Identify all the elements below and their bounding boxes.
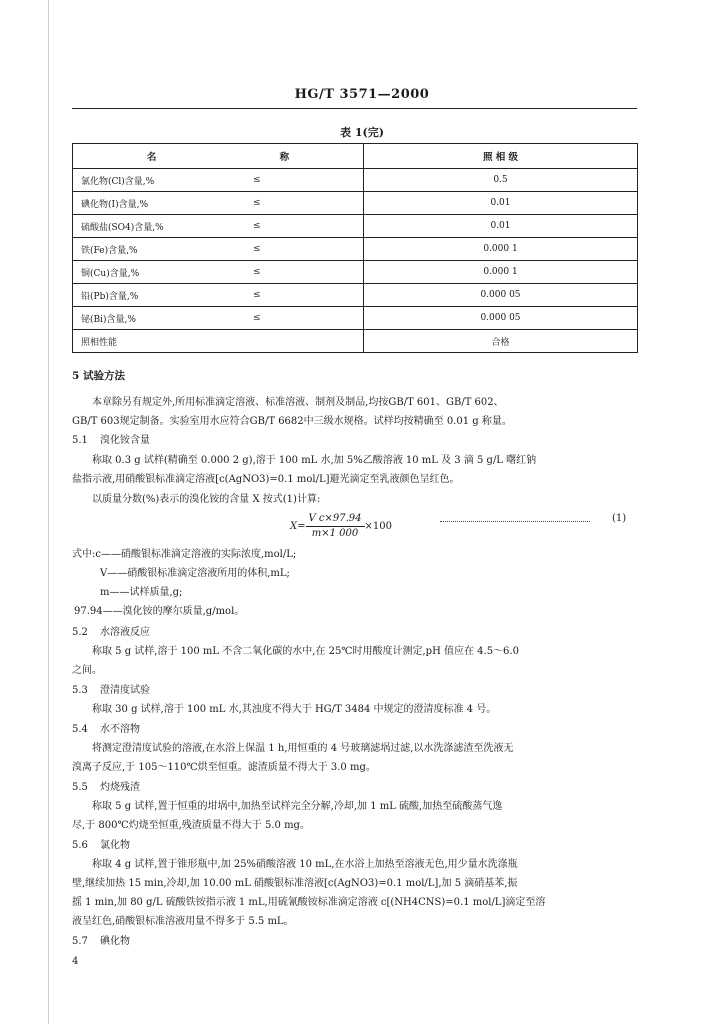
- table-row: [73, 284, 638, 307]
- row-name: 铁(Fe)含量,%: [73, 238, 254, 261]
- table-row: [73, 238, 638, 261]
- row-op: ≤: [253, 284, 364, 307]
- section-5-para-line-1: 本章除另有规定外,所用标准滴定溶液、标准溶液、制剂及制品,均按GB/T 601、GB/T 602、: [92, 397, 504, 408]
- section-title: 水溶液反应: [100, 627, 150, 638]
- formula-denominator: m×1 000: [311, 528, 359, 539]
- section-title: 澄清度试验: [100, 685, 150, 696]
- formula-1: [290, 512, 392, 541]
- formula-numerator: V c×97.94: [306, 512, 365, 527]
- formula-tail: ×100: [364, 521, 392, 532]
- standard-header: HG/T 3571—2000: [294, 87, 430, 102]
- section-5-5-heading: [72, 779, 140, 797]
- section-title: 溴化铵含量: [100, 435, 150, 446]
- header-rule: [72, 108, 637, 109]
- table-caption: 表 1(完): [340, 126, 384, 139]
- variable-v: V——硝酸银标准滴定溶液所用的体积,mL;: [100, 568, 290, 579]
- section-5-6-line-1: 称取 4 g 试样,置于锥形瓶中,加 25%硝酸溶液 10 mL,在水浴上加热至溶液无色,用少量水洗涤瓶: [92, 859, 518, 870]
- section-number: 5.5: [72, 782, 88, 793]
- row-value: 0.01: [364, 192, 638, 215]
- formula-fraction: [306, 512, 365, 541]
- formula-lhs: X=: [290, 521, 306, 532]
- formula-number: (1): [612, 513, 627, 524]
- section-5-4-heading: [72, 721, 140, 739]
- section-5-6-heading: [72, 837, 130, 855]
- section-5-6-line-4: 液呈红色,硝酸银标准溶液用量不得多于 5.5 mL。: [72, 916, 294, 927]
- row-value: 0.000 05: [364, 307, 638, 330]
- header-grade: 照 相 级: [364, 144, 638, 169]
- row-name: 铅(Pb)含量,%: [73, 284, 254, 307]
- table-row: [73, 215, 638, 238]
- row-op: ≤: [253, 307, 364, 330]
- page-number: 4: [72, 956, 79, 967]
- section-5-1-line-3: 以质量分数(%)表示的溴化铵的含量 X 按式(1)计算:: [92, 494, 321, 505]
- section-number: 5.7: [72, 936, 88, 947]
- section-number: 5.6: [72, 840, 88, 851]
- row-op: ≤: [253, 215, 364, 238]
- section-number: 5.3: [72, 685, 88, 696]
- row-value: 0.5: [364, 169, 638, 192]
- row-op: [253, 330, 364, 353]
- section-number: 5.2: [72, 627, 88, 638]
- section-5-5-line-2: 尽,于 800℃灼烧至恒重,残渣质量不得大于 5.0 mg。: [72, 820, 310, 831]
- section-5-1-line-1: 称取 0.3 g 试样(精确至 0.000 2 g),溶于 100 mL 水,加 5%乙酸溶液 10 mL 及 3 滴 5 g/L 曙红钠: [92, 455, 537, 466]
- section-title: 灼烧残渣: [100, 782, 140, 793]
- table-row: [73, 261, 638, 284]
- section-5-para-line-2: GB/T 603规定制备。实验室用水应符合GB/T 6682中三级水规格。试样均按精确至 0.01 g 称量。: [72, 416, 512, 427]
- section-5-4-line-1: 将测定澄清度试验的溶液,在水浴上保温 1 h,用恒重的 4 号玻璃滤埚过滤,以水洗涤滤渣至洗液无: [92, 743, 514, 754]
- row-name: 照相性能: [73, 330, 254, 353]
- section-5-1-line-2: 盐指示液,用硝酸银标准滴定溶液[c(AgNO3)=0.1 mol/L]避光滴定至乳液颜色呈红色。: [72, 474, 460, 485]
- section-5-7-heading: [72, 933, 130, 951]
- variable-m: m——试样质量,g;: [100, 587, 183, 598]
- row-name: 碘化物(I)含量,%: [73, 192, 254, 215]
- row-name: 氯化物(Cl)含量,%: [73, 169, 254, 192]
- table-row: [73, 169, 638, 192]
- scan-binding-line: [48, 0, 49, 1024]
- variable-molar-mass: 97.94——溴化铵的摩尔质量,g/mol。: [74, 606, 245, 617]
- row-name: 铋(Bi)含量,%: [73, 307, 254, 330]
- section-title: 碘化物: [100, 936, 130, 947]
- header-name: 名 称: [73, 144, 364, 169]
- section-title: 水不溶物: [100, 724, 140, 735]
- row-value: 0.000 1: [364, 238, 638, 261]
- row-value: 0.01: [364, 215, 638, 238]
- row-value: 0.000 05: [364, 284, 638, 307]
- spec-table: [72, 143, 638, 353]
- section-title: 氯化物: [100, 840, 130, 851]
- section-5-6-line-2: 壁,继续加热 15 min,冷却,加 10.00 mL 硝酸银标准溶液[c(AgNO3)=0.1 mol/L],加 5 滴硝基苯,振: [72, 878, 518, 889]
- formula-leader-dots: [440, 521, 590, 522]
- section-5-2-line-2: 之间。: [72, 665, 102, 676]
- section-number: 5.1: [72, 435, 88, 446]
- section-5-5-line-1: 称取 5 g 试样,置于恒重的坩埚中,加热至试样完全分解,冷却,加 1 mL 硫酸,加热至硫酸蒸气逸: [92, 801, 503, 812]
- section-5-2-line-1: 称取 5 g 试样,溶于 100 mL 不含二氧化碳的水中,在 25℃时用酸度计测定,pH 值应在 4.5～6.0: [92, 646, 519, 657]
- section-5-6-line-3: 摇 1 min,加 80 g/L 硫酸铁铵指示液 1 mL,用硫氰酸铵标准滴定溶液 c[(NH4CNS)=0.1 mol/L]滴定至溶: [72, 897, 546, 908]
- row-op: ≤: [253, 169, 364, 192]
- section-5-4-line-2: 溴离子反应,于 105～110℃烘至恒重。滤渣质量不得大于 3.0 mg。: [72, 762, 376, 773]
- row-name: 硫酸盐(SO4)含量,%: [73, 215, 254, 238]
- section-number: 5.4: [72, 724, 88, 735]
- table-row: [73, 192, 638, 215]
- row-op: ≤: [253, 261, 364, 284]
- row-op: ≤: [253, 192, 364, 215]
- table-row: [73, 330, 638, 353]
- row-op: ≤: [253, 238, 364, 261]
- table-header-row: [73, 144, 638, 169]
- row-value: 合格: [364, 330, 638, 353]
- section-5-1-heading: [72, 432, 150, 450]
- row-value: 0.000 1: [364, 261, 638, 284]
- section-5-title: 5 试验方法: [72, 370, 125, 382]
- table-row: [73, 307, 638, 330]
- section-5-3-heading: [72, 682, 150, 700]
- section-5-3-line-1: 称取 30 g 试样,溶于 100 mL 水,其浊度不得大于 HG/T 3484 中规定的澄清度标准 4 号。: [92, 704, 497, 715]
- section-5-2-heading: [72, 624, 150, 642]
- variable-c: 式中:c——硝酸银标准滴定溶液的实际浓度,mol/L;: [72, 549, 297, 560]
- row-name: 铜(Cu)含量,%: [73, 261, 254, 284]
